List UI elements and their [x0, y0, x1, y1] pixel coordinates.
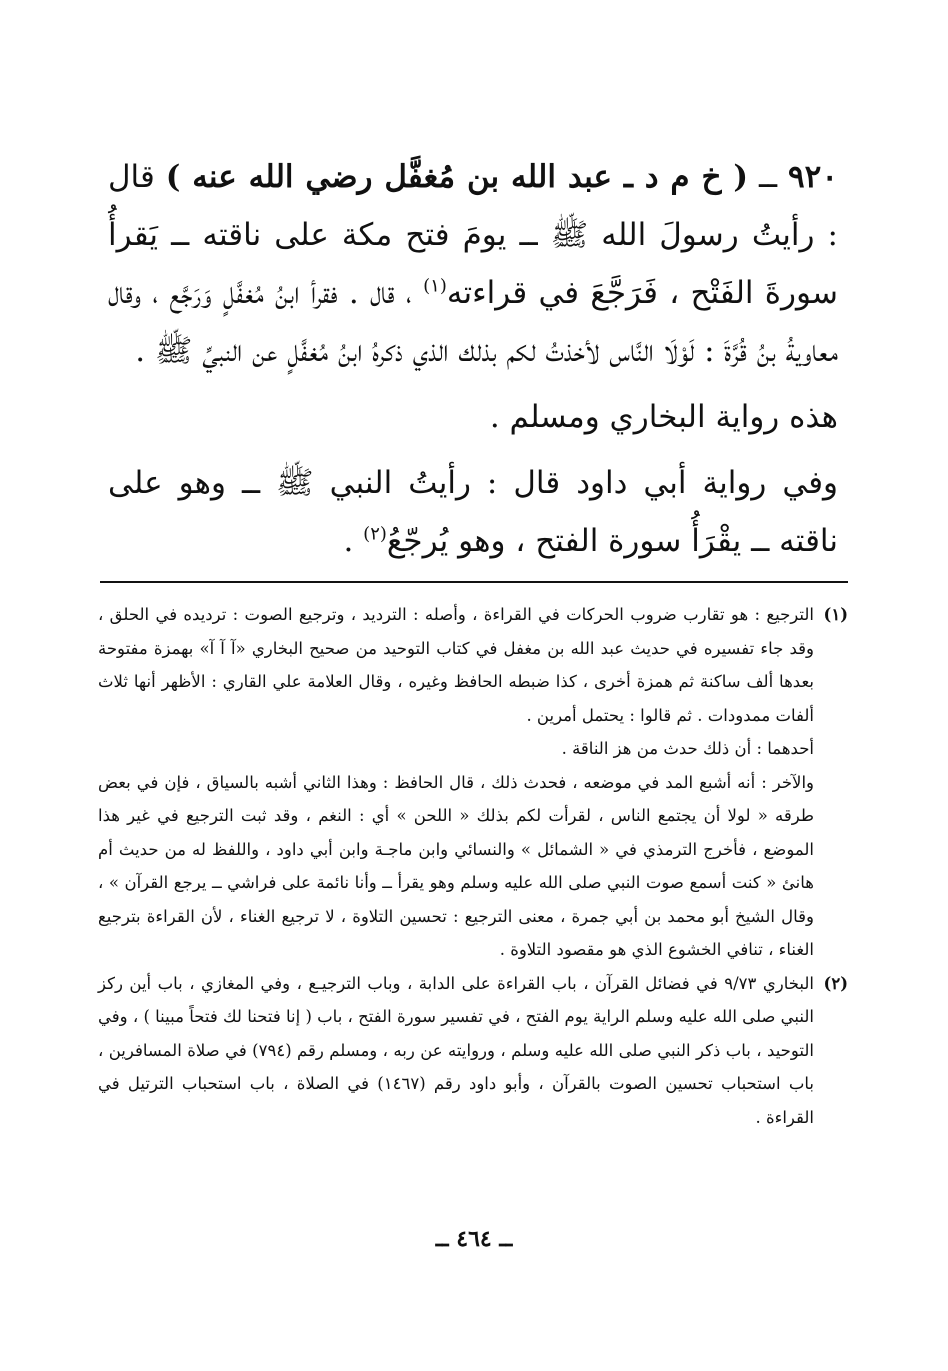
- hadith-text-line2: رسولَ الله ﷺ ــ يومَ فتح مكة على ناقته ــ يَقرأُ سورةَ الفَتْح ، فَرَجَّعَ في: [108, 217, 838, 311]
- hadith-attribution: ( خ م د ـ عبد الله بن مُغفَّل رضي الله عنه ): [165, 159, 749, 195]
- hadith-text: [108, 148, 838, 570]
- footnote-2: [98, 967, 848, 1135]
- narration-note: هذه رواية البخاري ومسلم .: [489, 399, 838, 435]
- footnote-body: [98, 967, 814, 1135]
- footnote-1: [98, 598, 848, 967]
- hadith-text-line4: النَّاس لأخذتُ لكم بذلك الذي ذكرهُ ابنُ مُغفَّلٍ عن النبيِّ ﷺ .: [135, 333, 654, 369]
- hadith-dash: ــ: [758, 159, 778, 195]
- footnote-number: (١): [823, 605, 848, 624]
- page-number: ــ ٤٦٤ ــ: [435, 1226, 513, 1252]
- footnote-paragraph: البخاري ٩/٧٣ في فضائل القرآن ، باب القراءة على الدابة ، وباب الترجيـع ، وفي المغازي ، باب أين ركز النبي صلى الله عليه وسلم الراية يوم الفتح ، في تفسير سورة الفتح ، باب ( إنا فتحنا لك فتحاً مبينا ) ، وفي التوحيد ، باب ذكر النبي صلى الله عليه وسلم ، وروايته عن ربه ، ومسلم رقم (٧٩٤) في صلاة المسافرين ، باب استحباب تحسين الصوت بالقرآن ، وأبو داود رقم (١٤٦٧) في الصلاة ، باب استحباب الترتيل في القراءة .: [98, 973, 814, 1127]
- hadith-text-line3-post: ، قال . فقرأ ابنُ مُغفَّلٍ وَرَجَّع ، وقال معاويةُ بنُ قُرَّةَ : لَوْلَا: [108, 275, 838, 369]
- hadith-text-line3-pre: قراءته: [446, 275, 528, 311]
- abu-dawud-narration: [108, 454, 838, 570]
- footnote-body: [98, 598, 814, 967]
- footnote-marker-2: (٢): [363, 523, 387, 545]
- abu-dawud-line2-end: .: [343, 523, 354, 559]
- hadith-text-line1: قال : رأيتُ: [108, 159, 838, 253]
- hadith-paragraph: [108, 148, 838, 380]
- footnote-paragraph: أحدهما : أن ذلك حدث من هز الناقة .: [561, 739, 814, 758]
- abu-dawud-line1: وفي رواية أبي داود قال : رأيتُ النبي ﷺ ــ وهو على ناقته ــ يقْرَأُ: [108, 465, 838, 559]
- footnote-number: (٢): [823, 973, 848, 993]
- footnotes: [98, 598, 848, 1134]
- footnote-paragraph: والآخر : أنه أشبع المد في موضعه ، فحدث ذلك ، قال الحافظ : وهذا الثاني أشبه بالسياق ، فإن في بعض طرقه « لولا أن يجتمع الناس ، لقرأت لكم بذلك « اللحن » أي : النغم ، وقد ثبت الترجيع في غير هذا الموضع ، فأخرج الترمذي في « الشمائل » والنسائي وابن ماجـة وابن أبي داود ، واللفظ له من حديث أم هانئ « كنت أسمع صوت النبي صلى الله عليه وسلم وهو يقرأ ــ وأنا نائمة على فراشي ــ يرجع القرآن » ، وقال الشيخ أبو محمد بن أبي جمرة ، معنى الترجيع : تحسين التلاوة ، لا ترجيع الغناء ، لأن القراءة بترجيع الغناء ، تنافي الخشوع الذي هو مقصود التلاوة .: [98, 772, 814, 959]
- footnote-divider: [100, 581, 848, 583]
- footnote-marker-1: (١): [423, 275, 447, 297]
- footnote-paragraph: الترجيع : هو تقارب ضروب الحركات في القراءة ، وأصله : الترديد ، وترجيع الصوت : ترديده في الحلق ، وقد جاء تفسيره في حديث عبد الله بن مغفل في كتاب التوحيد من صحيح البخاري «آ آ آ» بهمزة مفتوحة بعدها ألف ساكنة ثم همزة أخرى ، كذا ضبطه الحافظ وغيره ، وقال العلامة علي القاري : الأظهر أنها ثلاث ألفات ممدودات . ثم قالوا : يحتمل أمرين .: [98, 605, 814, 725]
- abu-dawud-line2: سورة الفتح ، وهو يُرجّعُ: [386, 523, 682, 559]
- hadith-number: ٩٢٠: [788, 159, 838, 195]
